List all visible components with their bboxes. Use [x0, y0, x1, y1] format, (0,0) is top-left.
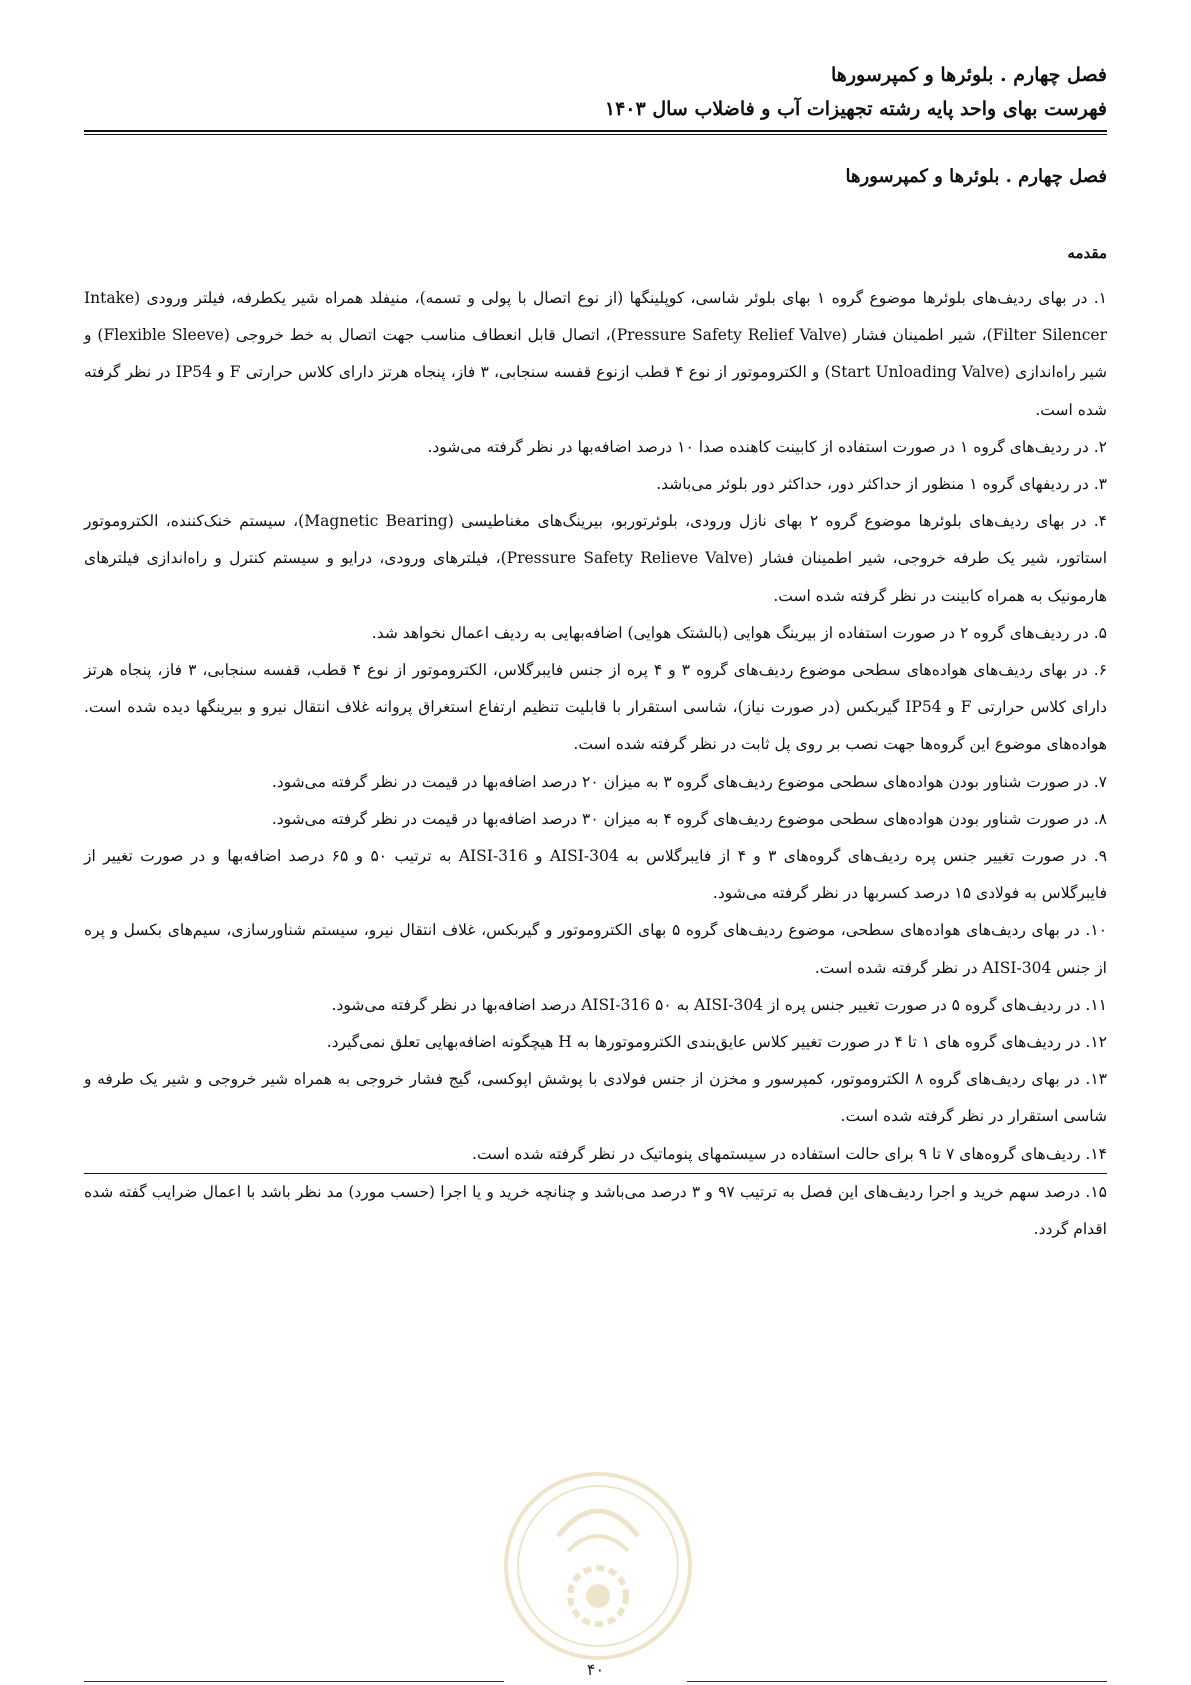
page-header [84, 58, 1107, 126]
header-chapter-line: فصل چهارم . بلوئرها و کمپرسورها [831, 64, 1107, 86]
list-item: ۶. در بهای ردیف‌های هواده‌های سطحی موضوع ردیف‌های گروه ۳ و ۴ پره از جنس فایبرگلاس، الکتروموتور از نوع ۴ قطب، قفسه سنجابی، ۳ فاز، پنجاه هرتز دارای کلاس حرارتی F و IP54 گیربکس (در صورت نیاز)، شاسی استقرار با قابلیت تنظیم ارتفاع استغراق پروانه غلاف انتقال نیرو و بیرینگها دیده شده است. هواده‌های موضوع این گروه‌ها جهت نصب بر روی پل ثابت در نظر گرفته شده است. [84, 661, 1108, 754]
footer-divider-right [687, 1681, 1107, 1682]
list-item: ۱۱. در ردیف‌های گروه ۵ در صورت تغییر جنس پره از AISI-304 به AISI-316 ۵۰ درصد اضافه‌بها در نظر گرفته می‌شود. [331, 995, 1107, 1014]
list-item: ۱۰. در بهای ردیف‌های هواده‌های سطحی، موضوع ردیف‌های گروه ۵ بهای الکتروموتور و گیربکس، غلاف انتقال نیرو، سیستم شناورسازی، سیم‌های بکسل و پره از جنس AISI-304 در نظر گرفته شده است. [84, 921, 1107, 977]
list-item: ۳. در ردیفهای گروه ۱ منظور از حداکثر دور، حداکثر دور بلوئر می‌باشد. [656, 475, 1107, 494]
list-item: ۴. در بهای ردیف‌های بلوئرها موضوع گروه ۲ بهای نازل ورودی، بلوئرتوربو، بیرینگ‌های مغناطیسی (Magnetic Bearing)، سیستم خنک‌کننده، الکتروموتور استاتور، شیر یک طرفه خروجی، شیر اطمینان فشار (Pressure Safety Relieve Valve)، فیلترهای ورودی، درایو و سیستم کنترل و راه‌اندازی فیلترهای هارمونیک به همراه کابینت در نظر گرفته شده است. [84, 512, 1108, 605]
list-item: ۵. در ردیف‌های گروه ۲ در صورت استفاده از بیرینگ هوایی (بالشتک هوایی) اضافه‌بهایی به ردیف اعمال نخواهد شد. [371, 623, 1107, 642]
section-heading: مقدمه [1067, 244, 1107, 262]
list-item: ۱۲. در ردیف‌های گروه های ۱ تا ۴ در صورت تغییر کلاس عایق‌بندی الکتروموتورها به H هیچگونه اضافه‌بهایی تعلق نمی‌گیرد. [326, 1033, 1107, 1052]
page-number: ۴۰ [586, 1660, 605, 1679]
list-item: ۷. در صورت شناور بودن هواده‌های سطحی موضوع ردیف‌های گروه ۳ به میزان ۲۰ درصد اضافه‌بها در قیمت در نظر گرفته می‌شود. [271, 772, 1107, 791]
footer-divider-left [84, 1681, 504, 1682]
list-item: ۲. در ردیف‌های گروه ۱ در صورت استفاده از کابینت کاهنده صدا ۱۰ درصد اضافه‌بها در نظر گرفته می‌شود. [427, 437, 1107, 456]
header-divider [84, 130, 1107, 135]
list-item: ۱۴. ردیف‌های گروه‌های ۷ تا ۹ برای حالت استفاده در سیستمهای پنوماتیک در نظر گرفته شده است. [472, 1144, 1107, 1163]
notes-list [84, 280, 1107, 1248]
list-item: ۹. در صورت تغییر جنس پره ردیف‌های گروه‌های ۳ و ۴ از فایبرگلاس به AISI-304 و AISI-316 به ترتیب ۵۰ و ۶۵ درصد اضافه‌بها و در صورت تغییر از فایبرگلاس به فولادی ۱۵ درصد کسربها در نظر گرفته می‌شود. [84, 847, 1108, 903]
list-item: ۱. در بهای ردیف‌های بلوئرها موضوع گروه ۱ بهای بلوئر شاسی، کوپلینگها (از نوع اتصال با پولی و تسمه)، منیفلد همراه شیر یکطرفه، فیلتر ورودی (Intake Filter Silencer)، شیر اطمینان فشار (Pressure Safety Relief Valve)، اتصال قابل انعطاف مناسب جهت اتصال به خط خروجی (Flexible Sleeve) و شیر راه‌اندازی (Start Unloading Valve) و الکتروموتور از نوع ۴ قطب ازنوع قفسه سنجابی، ۳ فاز، پنجاه هرتز دارای کلاس حرارتی F و IP54 در نظر گرفته شده است. [84, 289, 1108, 419]
list-item: ۸. در صورت شناور بودن هواده‌های سطحی موضوع ردیف‌های گروه ۴ به میزان ۳۰ درصد اضافه‌بها در قیمت در نظر گرفته می‌شود. [271, 809, 1107, 828]
list-item: ۱۵. درصد سهم خرید و اجرا ردیف‌های این فصل به ترتیب ۹۷ و ۳ درصد می‌باشد و چنانچه خرید و یا اجرا (حسب مورد) مد نظر باشد با اعمال ضرایب گفته شده اقدام گردد. [84, 1173, 1107, 1248]
seal-watermark-icon [498, 1466, 698, 1666]
header-list-title: فهرست بهای واحد پایه رشته تجهیزات آب و فاضلاب سال ۱۴۰۳ [604, 98, 1107, 120]
list-item: ۱۳. در بهای ردیف‌های گروه ۸ الکتروموتور، کمپرسور و مخزن از جنس فولادی با پوشش اپوکسی، گیج فشار خروجی به همراه شیر خروجی و شیر یک طرفه و شاسی استقرار در نظر گرفته شده است. [84, 1070, 1107, 1126]
chapter-title: فصل چهارم . بلوئرها و کمپرسورها [845, 166, 1107, 187]
